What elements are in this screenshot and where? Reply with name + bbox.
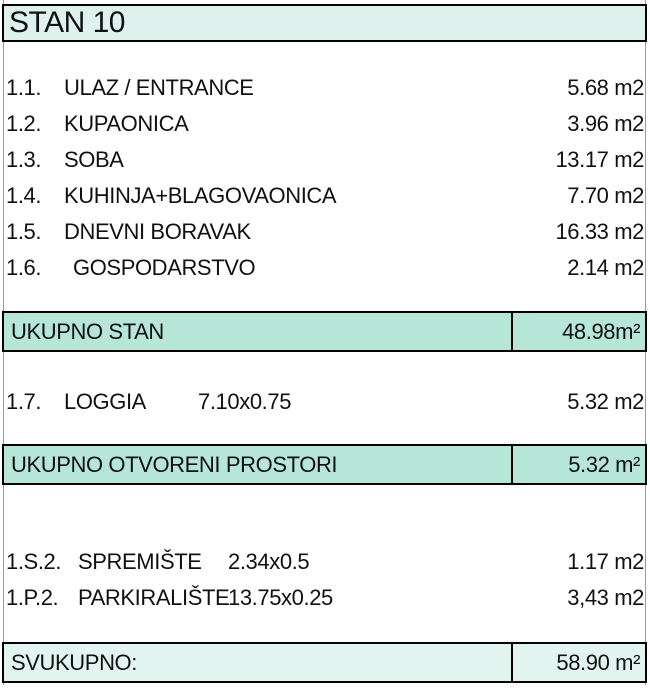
total-open-spaces-row (2, 444, 647, 485)
room-row (6, 70, 644, 106)
apartment-title: STAN 10 (9, 6, 125, 39)
room-number: 1.6. (6, 255, 42, 280)
room-number: 1.3. (6, 147, 42, 172)
extras-list (6, 544, 644, 616)
room-name: LOGGIA (64, 389, 146, 414)
loggia-row (6, 384, 644, 420)
room-area: 13.17 m2 (555, 147, 644, 172)
room-dimensions: 7.10x0.75 (198, 389, 292, 414)
apartment-header (2, 4, 647, 42)
loggia-section (6, 384, 644, 420)
room-name: KUHINJA+BLAGOVAONICA (64, 183, 337, 208)
room-name: KUPAONICA (64, 111, 189, 136)
grand-total-row (2, 642, 647, 683)
room-row (6, 142, 644, 178)
room-row (6, 250, 644, 286)
room-name: GOSPODARSTVO (73, 255, 256, 280)
room-number: 1.5. (6, 219, 42, 244)
parking-row (6, 580, 644, 616)
room-number: 1.2. (6, 111, 42, 136)
room-area: 3,43 m2 (567, 585, 644, 610)
total-apartment-value: 48.98m² (511, 313, 645, 350)
storage-row (6, 544, 644, 580)
room-name: SOBA (64, 147, 124, 172)
room-list (6, 70, 644, 286)
room-dimensions: 13.75x0.25 (228, 585, 333, 610)
room-row (6, 214, 644, 250)
room-area: 16.33 m2 (555, 219, 644, 244)
room-area: 2.14 m2 (567, 255, 644, 280)
room-area: 3.96 m2 (567, 111, 644, 136)
room-row (6, 178, 644, 214)
total-open-spaces-label: UKUPNO OTVORENI PROSTORI (11, 451, 338, 477)
total-apartment-row (2, 311, 647, 352)
room-number: 1.7. (6, 389, 42, 414)
total-apartment-label: UKUPNO STAN (11, 318, 164, 344)
room-area: 5.32 m2 (567, 389, 644, 414)
room-number: 1.1. (6, 75, 42, 100)
room-area: 5.68 m2 (567, 75, 644, 100)
room-number: 1.S.2. (6, 549, 62, 574)
room-dimensions: 2.34x0.5 (228, 549, 310, 574)
grand-total-label: SVUKUPNO: (11, 649, 137, 675)
room-area: 7.70 m2 (567, 183, 644, 208)
room-number: 1.P.2. (6, 585, 59, 610)
room-number: 1.4. (6, 183, 42, 208)
total-open-spaces-value: 5.32 m² (511, 446, 645, 483)
room-name: DNEVNI BORAVAK (64, 219, 251, 244)
room-name: PARKIRALIŠTE (78, 585, 230, 610)
grand-total-value: 58.90 m² (511, 644, 645, 681)
room-name: SPREMIŠTE (78, 549, 202, 574)
room-area: 1.17 m2 (567, 549, 644, 574)
room-name: ULAZ / ENTRANCE (64, 75, 254, 100)
room-row (6, 106, 644, 142)
